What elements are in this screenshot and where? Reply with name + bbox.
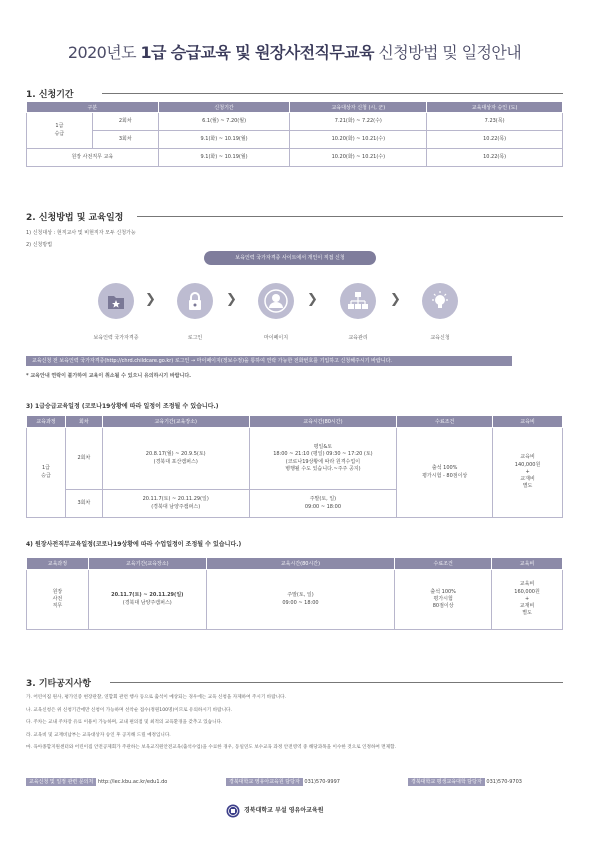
table-header: 교육비 xyxy=(492,558,563,570)
step-circle xyxy=(177,283,213,319)
target-note: 1) 신청대상 : 현직교사 및 비현직자 모두 신청가능 xyxy=(26,230,136,236)
contact-link[interactable]: http://lec.kbu.ac.kr/edu1.do xyxy=(97,779,168,785)
contact-phone: 031)570-9703 xyxy=(486,779,522,785)
notice-item: 라. 교육비 및 교재비납부는 교육대상자 승인 후 공지해 드릴 예정입니다. xyxy=(26,732,171,738)
time-cell: 평일&토 18:00 ~ 21:10 (평일) 09:30 ~ 17:20 (토) (코로나19상황에 따라 원격수업이 병행될 수도 있습니다.~주주 공지) xyxy=(249,428,397,490)
period-cell: 20.8.17(월) ~ 20.9.5(토) (경북대 포산캠퍼스) xyxy=(102,428,249,490)
notice-list xyxy=(26,692,396,755)
chevron-right-icon: ❯ xyxy=(145,292,156,307)
chevron-right-icon: ❯ xyxy=(307,292,318,307)
table-cell: 10.20(화) ~ 10.21(수) xyxy=(290,149,427,167)
contact-tag: 경북대학교 영유아교육원 담당자 xyxy=(226,778,303,786)
notice-item: 가. 어린이집 원사, 평가인증 현장관찰, 연합회 관련 행사 등으로 출석이 예상되는 경우에는 교육 신청을 자제하여 주시기 바랍니다. xyxy=(26,695,286,700)
section-3-heading: 3. 기타공지사항 xyxy=(26,679,91,689)
section-2-heading: 2. 신청방법 및 교육일정 xyxy=(26,213,124,223)
period-cell: 20.11.7(토) ~ 20.11.29(일) (경북대 남양주캠퍼스) xyxy=(88,570,206,630)
step-circle xyxy=(340,283,376,319)
step-circle xyxy=(422,283,458,319)
university-emblem-icon xyxy=(226,803,240,817)
divider xyxy=(137,216,563,217)
login-info-bar: 교육신청 전 보육인력 국가자격증(http://chrd.childcare.go.kr) 로그인 → 마이페이지(정보수정)을 통하여 연락 가능한 전화번호를 기입하고 신청해주시기 바랍니다. xyxy=(26,356,512,366)
group-label: 1급 승급 xyxy=(27,113,93,149)
step-label: 교육신청 xyxy=(430,335,450,341)
step-label: 로그인 xyxy=(187,335,203,341)
table-cell: 2회차 xyxy=(92,113,158,131)
apply-period-table xyxy=(26,101,563,167)
warning-note: * 교육안내 연락이 불가하여 교육이 취소될 수 있으니 유의하시기 바랍니다. xyxy=(26,373,192,379)
table-header: 교육대상자 신청 (시, 군) xyxy=(290,102,427,113)
apply-method-pill: 보육인력 국가자격증 사이트에서 개인이 직접 신청 xyxy=(204,251,376,265)
section-1-heading: 1. 신청기간 xyxy=(26,90,74,100)
chevron-right-icon: ❯ xyxy=(226,292,237,307)
folder-star-icon xyxy=(98,283,134,319)
table-cell: 10.22(목) xyxy=(427,131,563,149)
step-label: 보육인력 국가자격증 xyxy=(93,335,139,341)
fee-cell: 교육비 160,000원 + 교재비 별도 xyxy=(492,570,563,630)
lock-icon xyxy=(177,283,213,319)
grade1-schedule-table xyxy=(26,415,563,518)
grade1-schedule-heading: 3) 1급승급교육일정 (코로나19상황에 따라 일정이 조정될 수 있습니다.) xyxy=(26,403,219,410)
table-header: 교육비 xyxy=(493,416,563,428)
time-cell: 주말(토, 일) 09:00 ~ 18:00 xyxy=(249,490,397,518)
table-header: 회차 xyxy=(65,416,102,428)
table-header: 신청기간 xyxy=(158,102,290,113)
table-cell: 10.20(화) ~ 10.21(수) xyxy=(290,131,427,149)
table-cell: 6.1(월) ~ 7.20(월) xyxy=(158,113,290,131)
table-header: 교육대상자 승인 (도) xyxy=(427,102,563,113)
table-cell: 7.23(목) xyxy=(427,113,563,131)
contact-tag: 경북대학교 평생교육대학 담당자 xyxy=(408,778,485,786)
table-header: 수료조건 xyxy=(395,558,492,570)
step-circle xyxy=(98,283,134,319)
contact-college xyxy=(408,778,522,785)
organization-name: 경북대학교 부설 영유아교육원 xyxy=(244,807,324,814)
time-cell: 주말(토, 일) 09:00 ~ 18:00 xyxy=(206,570,395,630)
period-cell: 20.11.7(토) ~ 20.11.29(일) (경북대 남양주캠퍼스) xyxy=(102,490,249,518)
table-cell: 원장 사전직무 교육 xyxy=(27,149,159,167)
director-schedule-heading: 4) 원장사전직무교육일정(코로나19상황에 따라 수업일정이 조정될 수 있습니다.) xyxy=(26,541,242,548)
method-note: 2) 신청방법 xyxy=(26,242,53,248)
table-cell: 10.22(목) xyxy=(427,149,563,167)
contact-center xyxy=(226,778,340,785)
org-chart-icon xyxy=(340,283,376,319)
chevron-right-icon: ❯ xyxy=(390,292,401,307)
table-header: 교육시간(80시간) xyxy=(206,558,395,570)
table-header: 구분 xyxy=(27,102,159,113)
table-header: 교육과정 xyxy=(27,558,89,570)
table-cell: 9.1(화) ~ 10.19(월) xyxy=(158,131,290,149)
table-header: 교육시간(80시간) xyxy=(249,416,397,428)
step-circle xyxy=(258,283,294,319)
condition-cell: 출석 100% 평가시험 80점이상 xyxy=(395,570,492,630)
fee-cell: 교육비 140,000원 + 교재비 별도 xyxy=(493,428,563,518)
course-cell: 1급 승급 xyxy=(27,428,66,518)
divider xyxy=(110,682,563,683)
divider xyxy=(102,93,563,94)
step-label: 마이페이지 xyxy=(263,335,289,341)
page-title: 2020년도 1급 승급교육 및 원장사전직무교육 신청방법 및 일정안내 xyxy=(67,43,522,62)
table-header: 교육과정 xyxy=(27,416,66,428)
lightbulb-icon xyxy=(422,283,458,319)
notice-item: 마. 육아종합지원센터와 어린이집 안전공제회가 주관하는 보육교직원안전교육(출석수업)을 수료한 경우, 동일연도 보수교육 과정 안전영역 중 해당과목을 이수한 것으로 인정하여 면제함. xyxy=(26,745,397,750)
notice-item: 나. 교육신청은 위 신청기간에만 신청이 가능하며 선착순 접수(정원100명)이므로 유의하시기 바랍니다. xyxy=(26,707,232,713)
table-cell: 7.21(화) ~ 7.22(수) xyxy=(290,113,427,131)
course-cell: 원장 사전 직무 xyxy=(27,570,89,630)
director-schedule-table xyxy=(26,557,563,630)
contact-tag: 교육신청 및 일정 관련 문의처 xyxy=(26,778,96,786)
notice-item: 다. 주차는 교내 주차장 유료 이용이 가능하며, 교내 편의점 및 최적의 교육환경을 갖추고 있습니다. xyxy=(26,720,223,725)
table-cell: 9.1(화) ~ 10.19(월) xyxy=(158,149,290,167)
table-cell: 3회차 xyxy=(92,131,158,149)
table-header: 교육기간(교육장소) xyxy=(88,558,206,570)
contact-phone: 031)570-9997 xyxy=(304,779,340,785)
contact-inquiry xyxy=(26,778,167,785)
table-cell: 3회차 xyxy=(65,490,102,518)
table-header: 교육기간(교육장소) xyxy=(102,416,249,428)
user-icon xyxy=(258,283,294,319)
step-label: 교육관리 xyxy=(348,335,368,341)
table-header: 수료조건 xyxy=(397,416,493,428)
table-cell: 2회차 xyxy=(65,428,102,490)
condition-cell: 출석 100% 평가시험 - 80점이상 xyxy=(397,428,493,518)
